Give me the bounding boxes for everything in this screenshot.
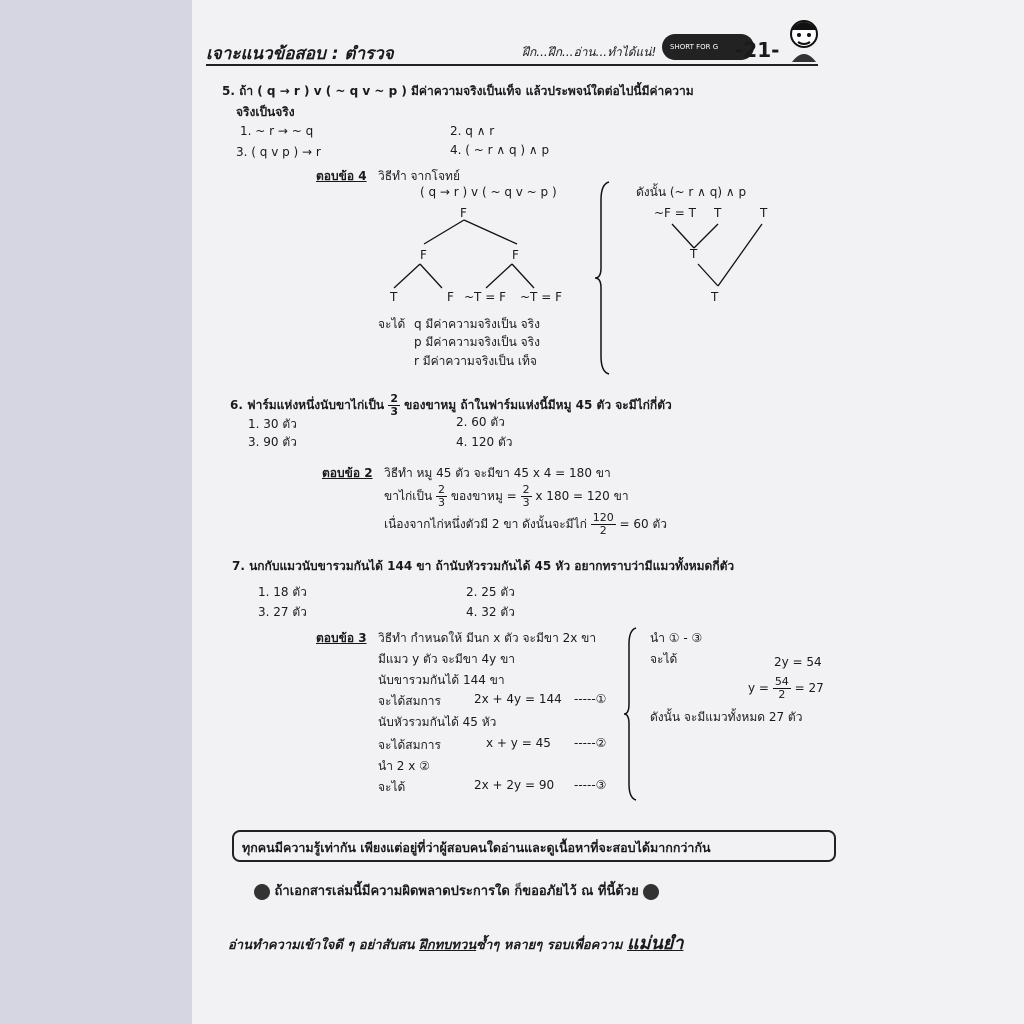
- q6-option-1: 1. 30 ตัว: [248, 417, 297, 431]
- q5-question-line1: 5. ถ้า ( q → r ) v ( ~ q v ~ p ) มีค่าความจริงเป็นเท็จ แล้วประพจน์ใดต่อไปนี้มีค่าความ: [222, 84, 694, 98]
- q7-line4-label: จะได้สมการ: [378, 694, 441, 708]
- q7-line4-equation: 2x + 4y = 144: [474, 692, 562, 706]
- q7-option-2: 2. 25 ตัว: [466, 585, 515, 599]
- q6-option-3: 3. 90 ตัว: [248, 435, 297, 449]
- q7-right-line4: [748, 676, 824, 701]
- q7-line3: นับขารวมกันได้ 144 ขา: [378, 673, 505, 687]
- q7-right-num: 54: [774, 675, 789, 688]
- q5-tree-rr: ~T = F: [520, 290, 562, 304]
- q7-line6-tag: -----②: [574, 736, 607, 750]
- q6-step3-b: = 60 ตัว: [619, 517, 668, 531]
- q5-rtree-bottom: T: [711, 290, 719, 304]
- q7-right-line3: 2y = 54: [774, 655, 822, 669]
- q5-result-q: q มีค่าความจริงเป็น จริง: [414, 317, 540, 331]
- q6-step3-a: เนื่องจากไก่หนึ่งตัวมี 2 ขา ดังนั้นจะมีไก่: [384, 517, 587, 531]
- q5-tree-right: F: [512, 248, 519, 262]
- q5-truth-tree-lines: [382, 210, 572, 300]
- q7-line8-equation: 2x + 2y = 90: [474, 778, 555, 792]
- q6-fraction: [388, 393, 400, 418]
- q5-option-2: 2. q ∧ r: [450, 124, 495, 138]
- q6-step1: วิธีทำ หมู 45 ตัว จะมีขา 45 x 4 = 180 ขา: [384, 466, 611, 480]
- globe-icon: [254, 884, 270, 900]
- q7-line8-tag: -----③: [574, 778, 607, 792]
- document-page: [192, 0, 1024, 1024]
- motivation-banner: [232, 830, 836, 862]
- q5-tree-lr: F: [447, 290, 454, 304]
- q6-step2: [384, 484, 629, 509]
- q7-brace-divider: [624, 626, 640, 802]
- q5-brace-divider: [595, 180, 615, 376]
- q7-line4-tag: -----①: [574, 692, 607, 706]
- q7-right-result: = 27: [794, 681, 824, 695]
- logo-text: SHORT FOR G: [670, 43, 719, 51]
- q7-line2: มีแมว y ตัว จะมีขา 4y ขา: [378, 652, 516, 666]
- q7-line7: นำ 2 x ②: [378, 759, 430, 773]
- motto-part3: ซ้ำๆ หลายๆ รอบเพื่อความ: [476, 938, 623, 953]
- q5-result-p: p มีค่าความจริงเป็น จริง: [414, 335, 540, 349]
- apology-line: [254, 880, 659, 901]
- q7-right-line1: นำ ① - ③: [650, 631, 703, 645]
- q6-step2-c: x 180 = 120 ขา: [535, 489, 629, 503]
- q7-right-fraction: [773, 676, 791, 701]
- q5-expression: ( q → r ) v ( ~ q v ~ p ): [420, 185, 557, 199]
- q5-right-tree-lines: [662, 220, 772, 300]
- motto-part1: อ่านทำความเข้าใจดี ๆ อย่าสับสน: [228, 938, 415, 953]
- q5-tree-rl: ~T = F: [464, 290, 506, 304]
- q6-step2-fraction1: [436, 484, 447, 509]
- q7-option-4: 4. 32 ตัว: [466, 605, 515, 619]
- header-rule: [206, 64, 818, 66]
- study-motto: [228, 928, 683, 957]
- page-number: -21-: [735, 38, 780, 62]
- q7-line1: วิธีทำ กำหนดให้ มีนก x ตัว จะมีขา 2x ขา: [378, 631, 597, 645]
- q6-step2-fraction2: [521, 484, 532, 509]
- q5-method: วิธีทำ จากโจทย์: [378, 169, 460, 183]
- q7-answer-label: ตอบข้อ 3: [316, 631, 367, 645]
- motto-emphasis-accuracy: แม่นยำ: [627, 933, 684, 954]
- q6-option-2: 2. 60 ตัว: [456, 415, 505, 429]
- q7-option-3: 3. 27 ตัว: [258, 605, 307, 619]
- motto-emphasis-review: ฝึกทบทวน: [419, 938, 477, 953]
- banner-text: ทุกคนมีความรู้เท่ากัน เพียงแต่อยู่ที่ว่าผู้สอบคนใดอ่านและดูเนื้อหาที่จะสอบได้มากกว่ากัน: [242, 840, 711, 855]
- q5-question-line2: จริงเป็นจริง: [236, 105, 295, 119]
- q7-line5: นับหัวรวมกันได้ 45 หัว: [378, 715, 497, 729]
- q6-step2-f2-num: 2: [522, 483, 530, 496]
- q6-step2-f2-den: 3: [522, 496, 530, 509]
- q5-tree-ll: T: [390, 290, 398, 304]
- q7-option-1: 1. 18 ตัว: [258, 585, 307, 599]
- q6-step3-num: 120: [592, 511, 614, 524]
- q6-step3-fraction: [591, 512, 616, 537]
- q6-step2-f1-num: 2: [438, 483, 445, 496]
- q5-result-intro: จะได้: [378, 317, 406, 331]
- apology-text: ถ้าเอกสารเล่มนี้มีความผิดพลาดประการใด ก็ขออภัยไว้ ณ ที่นี้ด้วย: [274, 884, 639, 899]
- q5-option-4: 4. ( ~ r ∧ q ) ∧ p: [450, 143, 550, 157]
- q5-option-3: 3. ( q v p ) → r: [236, 145, 321, 159]
- q6-answer-label: ตอบข้อ 2: [322, 466, 373, 480]
- q6-step2-f1-den: 3: [438, 496, 445, 509]
- q5-answer-label: ตอบข้อ 4: [316, 169, 367, 183]
- q6-step3-den: 2: [599, 524, 607, 537]
- cartoon-mascot-icon: [782, 16, 826, 64]
- q7-right-den: 2: [778, 688, 786, 701]
- q5-tree-left: F: [420, 248, 427, 262]
- q6-step3: [384, 512, 667, 537]
- q7-line8-label: จะได้: [378, 780, 406, 794]
- q5-right-title: ดังนั้น (~ r ∧ q) ∧ p: [636, 185, 747, 199]
- q7-right-line2: จะได้: [650, 652, 678, 666]
- q5-rtree-c: T: [760, 206, 768, 220]
- book-spine: [0, 0, 192, 1024]
- q5-option-1: 1. ~ r → ~ q: [240, 124, 314, 138]
- q6-question-post: ของขาหมู ถ้าในฟาร์มแห่งนี้มีหมู 45 ตัว จะมีไก่กี่ตัว: [404, 398, 672, 412]
- globe-icon: [643, 884, 659, 900]
- q6-question-pre: 6. ฟาร์มแห่งหนึ่งนับขาไก่เป็น: [230, 398, 385, 412]
- page-header-title: เจาะแนวข้อสอบ : ตำรวจ: [206, 44, 394, 64]
- q5-rtree-a: ~F = T: [654, 206, 696, 220]
- page-header-slogan: ฝึก...ฝึก...อ่าน...ทำได้แน่!: [522, 45, 657, 59]
- q5-result-r: r มีค่าความจริงเป็น เท็จ: [414, 354, 537, 368]
- q7-right-y: y =: [748, 681, 769, 695]
- q5-tree-root: F: [460, 206, 467, 220]
- q7-line6-equation: x + y = 45: [486, 736, 551, 750]
- q6-fraction-denominator: 3: [390, 405, 398, 418]
- q7-question: 7. นกกับแมวนับขารวมกันได้ 144 ขา ถ้านับหัวรวมกันได้ 45 หัว อยากทราบว่ามีแมวทั้งหมดกี่ตัว: [232, 559, 735, 573]
- q5-rtree-mid: T: [690, 247, 698, 261]
- q6-option-4: 4. 120 ตัว: [456, 435, 513, 449]
- q7-right-conclusion: ดังนั้น จะมีแมวทั้งหมด 27 ตัว: [650, 710, 803, 724]
- q6-step2-b: ของขาหมู =: [450, 489, 517, 503]
- q7-line6-label: จะได้สมการ: [378, 738, 441, 752]
- q5-rtree-b: T: [714, 206, 722, 220]
- q6-step2-a: ขาไก่เป็น: [384, 489, 433, 503]
- q6-fraction-numerator: 2: [390, 392, 398, 405]
